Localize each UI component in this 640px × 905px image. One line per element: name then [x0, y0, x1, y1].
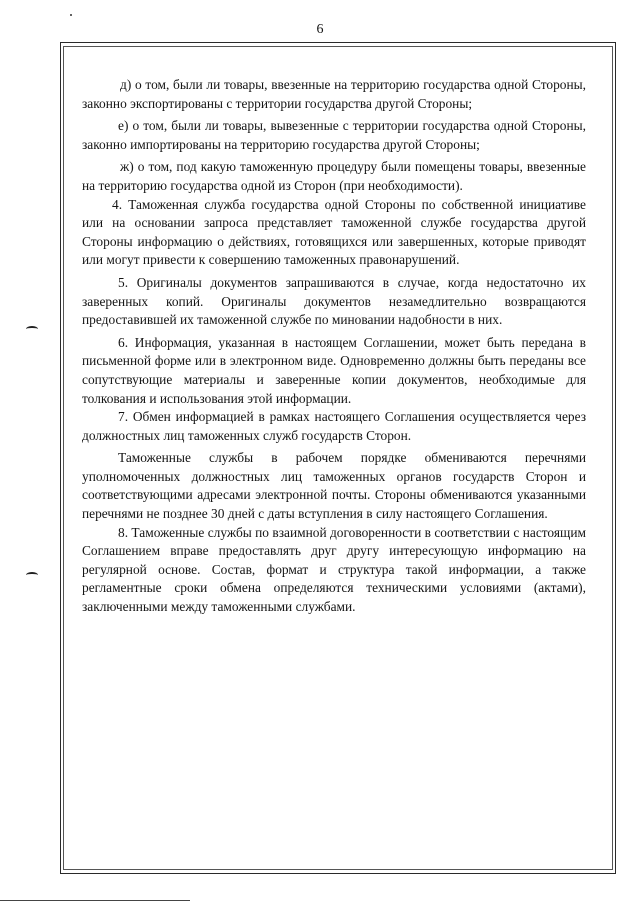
binding-mark [26, 326, 38, 332]
paragraph-d: д) о том, были ли товары, ввезенные на территорию государства одной Стороны, законно экспортированы с территории государства другой Стороны; [82, 77, 586, 111]
paragraph-6: 6. Информация, указанная в настоящем Соглашении, может быть передана в письменной форме или в электронном виде. Одновременно должны быть переданы все сопутствующие материалы и заверенные копии документов, необходимые для толкования и использования этой информации. [82, 334, 586, 406]
paragraph-8: 8. Таможенные службы по взаимной договоренности в соответствии с настоящим Соглашением вправе предоставлять друг другу интересующую информацию на регулярной основе. Состав, формат и структура такой информации, а также регламентные сроки обмена определяются техническими условиями (актами), заключенными между таможенными службами. [82, 524, 586, 615]
binding-mark [26, 572, 38, 578]
paragraph-7: 7. Обмен информацией в рамках настоящего Соглашения осуществляется через должностных лиц таможенных служб государств Сторон. [82, 409, 586, 443]
document-body [82, 76, 586, 617]
bottom-edge-line [0, 900, 190, 901]
paragraph-e: е) о том, были ли товары, вывезенные с территории государства одной Стороны, законно импортированы на территорию государства другой Стороны; [82, 118, 586, 152]
paragraph-4: 4. Таможенная служба государства одной Стороны по собственной инициативе или на основании запроса представляет таможенной службе государства другой Стороны информацию о действиях, готовящихся или завершенных, которые приводят или могут привести к совершению таможенных правонарушений. [82, 196, 586, 268]
paragraph-7-continued: Таможенные службы в рабочем порядке обмениваются перечнями уполномоченных должностных лиц таможенных органов государств Сторон и соответствующими адресами электронной почты. Стороны обмениваются указанными перечнями не позднее 30 дней с даты вступления в силу настоящего Соглашения. [82, 450, 586, 522]
page-number: 6 [316, 22, 324, 37]
scan-speck [70, 14, 72, 16]
paragraph-zh: ж) о том, под какую таможенную процедуру были помещены товары, ввезенные на территорию государства одной из Сторон (при необходимости). [82, 159, 586, 193]
paragraph-5: 5. Оригиналы документов запрашиваются в случае, когда недостаточно их заверенных копий. Оригиналы документов незамедлительно возвращаются предоставившей их таможенной службе по миновании надобности в них. [82, 274, 586, 328]
